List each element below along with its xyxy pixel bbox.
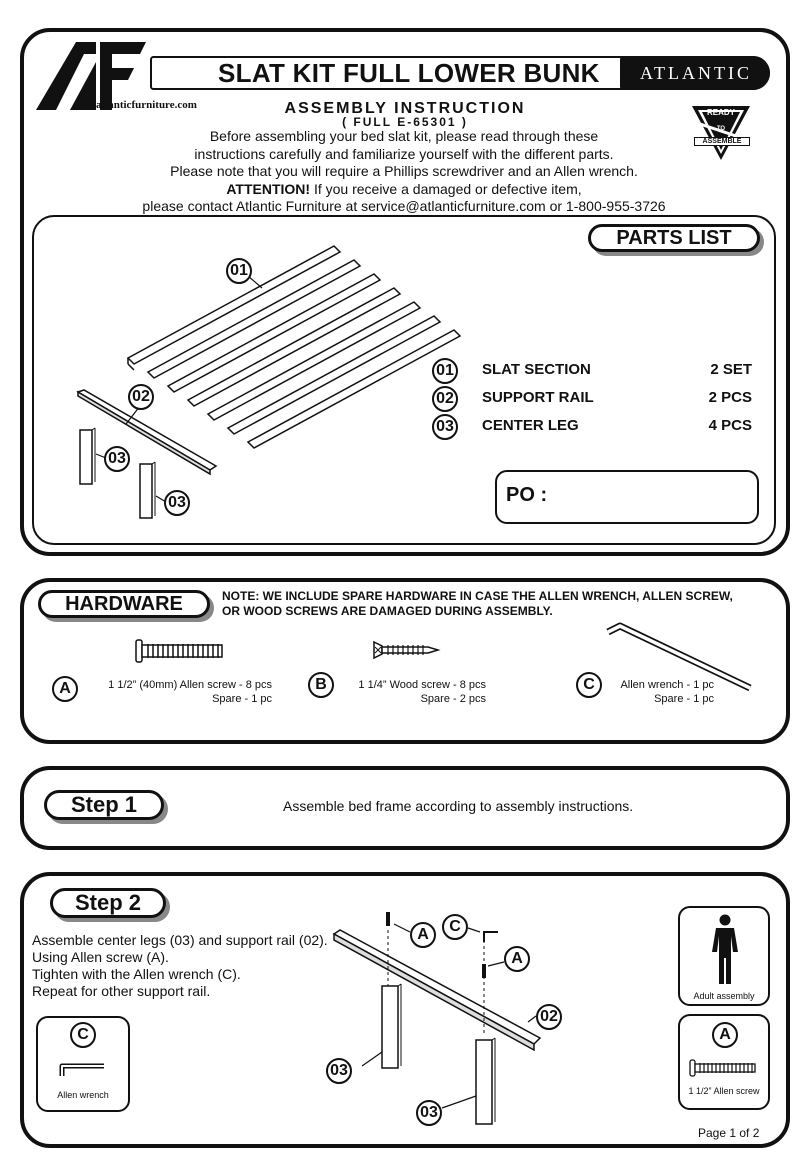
intro-line-2: instructions carefully and familiarize yourself with the different parts. — [194, 145, 614, 162]
parts-row-2-name: SUPPORT RAIL — [482, 389, 594, 406]
adult-assembly-caption: Adult assembly — [693, 991, 755, 1001]
hardware-a-letter: A — [52, 676, 78, 702]
step2-line-3: Tighten with the Allen wrench (C). — [32, 966, 241, 982]
hardware-a-line-1: 1 1/2” (40mm) Allen screw - 8 pcs — [108, 679, 272, 691]
parts-row-3-num: 03 — [432, 414, 458, 440]
hardware-c-line-2: Spare - 1 pc — [654, 693, 714, 705]
callout-allen-wrench: C — [442, 914, 468, 940]
tool-box-a-letter: A — [712, 1022, 738, 1048]
intro-line-3: Please note that you will require a Phillips screwdriver and an Allen wrench. — [170, 163, 638, 179]
step2-line-4: Repeat for other support rail. — [32, 983, 211, 999]
intro-line-1: Before assembling your bed slat kit, please read through these — [209, 128, 599, 144]
part-label-leg-2: 03 — [164, 490, 190, 516]
badge-ready: READY — [706, 108, 735, 117]
hardware-c-line-1: Allen wrench - 1 pc — [620, 679, 714, 691]
parts-row-1-qty: 2 SET — [710, 361, 752, 378]
part-label-rail: 02 — [128, 384, 154, 410]
page-number: Page 1 of 2 — [698, 1126, 760, 1140]
hardware-note-line-1: NOTE: WE INCLUDE SPARE HARDWARE IN CASE THE ALLEN WRENCH, ALLEN SCREW, — [222, 589, 733, 603]
parts-list-title: PARTS LIST — [588, 224, 760, 252]
parts-row-2-qty: 2 PCS — [708, 389, 752, 406]
adult-person-icon — [708, 914, 742, 986]
attention-label: ATTENTION! — [226, 180, 311, 197]
hardware-b-letter: B — [308, 672, 334, 698]
step2-line-1: Assemble center legs (03) and support rail (02). — [32, 932, 328, 948]
hardware-b-line-2: Spare - 2 pcs — [420, 693, 486, 705]
website-link[interactable]: atlanticfurniture.com — [96, 99, 197, 111]
brand-name: ATLANTIC — [640, 63, 752, 83]
parts-row-2-num: 02 — [432, 386, 458, 412]
hardware-c-letter: C — [576, 672, 602, 698]
part-label-leg-1: 03 — [104, 446, 130, 472]
po-label: PO : — [506, 484, 548, 506]
step2-title: Step 2 — [50, 888, 166, 918]
callout-allen-screw-1: A — [410, 922, 436, 948]
badge-to: TO — [716, 126, 726, 132]
hardware-note-line-2: OR WOOD SCREWS ARE DAMAGED DURING ASSEMBLY. — [222, 604, 553, 618]
callout-center-leg-1: 03 — [326, 1058, 352, 1084]
step1-text: Assemble bed frame according to assembly instructions. — [283, 798, 634, 814]
callout-support-rail: 02 — [536, 1004, 562, 1030]
callout-center-leg-2: 03 — [416, 1100, 442, 1126]
parts-row-3-name: CENTER LEG — [482, 417, 579, 434]
attention-text: If you receive a damaged or defective item, — [310, 180, 582, 197]
page-title: SLAT KIT FULL LOWER BUNK — [218, 58, 600, 88]
parts-row-1-num: 01 — [432, 358, 458, 384]
callout-allen-screw-2: A — [504, 946, 530, 972]
tool-box-c-letter: C — [70, 1022, 96, 1048]
model-subheading: ( FULL E-65301 ) — [342, 115, 468, 129]
allen-screw-small-icon — [688, 1058, 760, 1078]
intro-line-5: please contact Atlantic Furniture at service@atlanticfurniture.com or 1-800-955-3726 — [142, 198, 666, 214]
hardware-a-line-2: Spare - 1 pc — [212, 693, 272, 705]
step2-line-2: Using Allen screw (A). — [32, 949, 169, 965]
step1-title: Step 1 — [44, 790, 164, 820]
hardware-b-line-1: 1 1/4” Wood screw - 8 pcs — [358, 679, 486, 691]
tool-box-a-caption: 1 1/2” Allen screw — [688, 1086, 760, 1096]
part-label-slat: 01 — [226, 258, 252, 284]
assembly-heading: ASSEMBLY INSTRUCTION — [284, 100, 526, 117]
parts-row-1-name: SLAT SECTION — [482, 361, 591, 378]
badge-assemble: ASSEMBLE — [694, 137, 750, 146]
hardware-title: HARDWARE — [38, 590, 210, 618]
parts-row-3-qty: 4 PCS — [708, 417, 752, 434]
tool-box-c-caption: Allen wrench — [57, 1090, 109, 1100]
